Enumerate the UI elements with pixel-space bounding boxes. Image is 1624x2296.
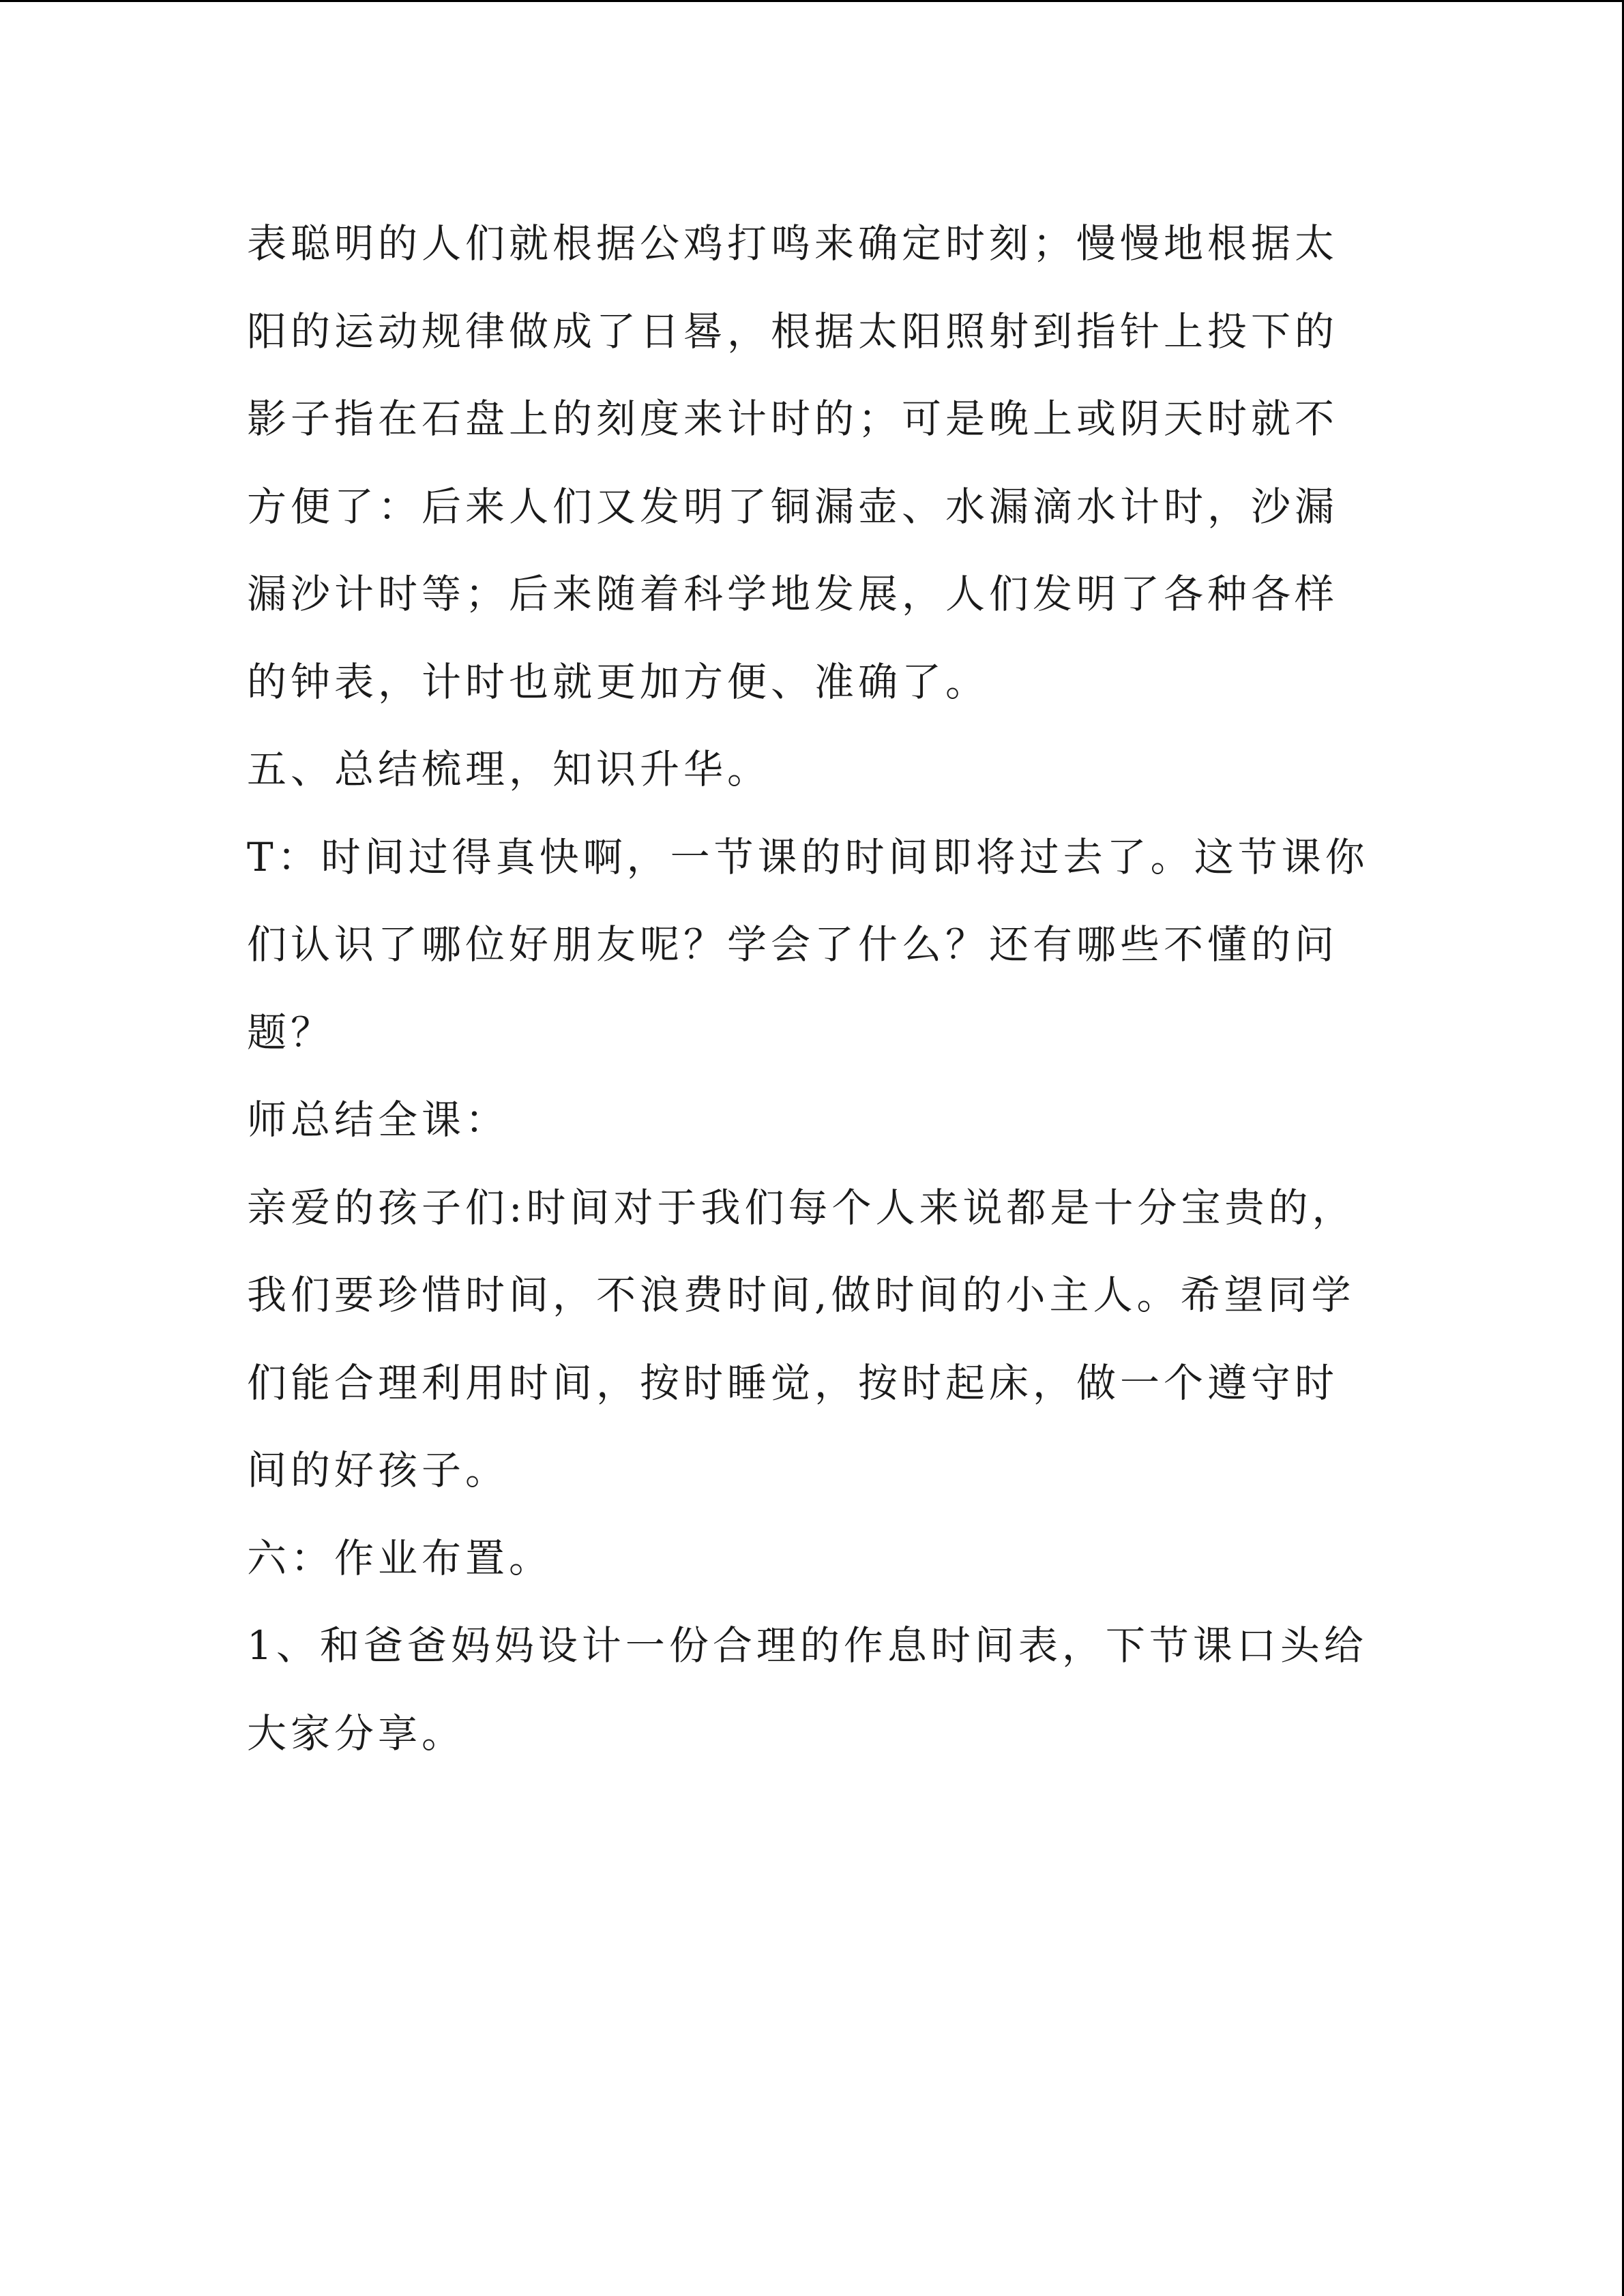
section-heading-summary: 五、总结梳理，知识升华。: [247, 746, 771, 792]
paragraph-line: 们认识了哪位好朋友呢？学会了什么？还有哪些不懂的问: [247, 921, 1339, 968]
paragraph-line: 方便了：后来人们又发明了铜漏壶、水漏滴水计时，沙漏: [247, 483, 1339, 530]
document-body: [247, 200, 1372, 1777]
paragraph-line: 漏沙计时等；后来随着科学地发展，人们发明了各种各样: [247, 571, 1339, 617]
paragraph-line: 题？: [247, 1009, 335, 1056]
list-item-continuation: 大家分享。: [247, 1710, 466, 1757]
paragraph-line: 间的好孩子。: [247, 1447, 510, 1493]
paragraph-line: 表聪明的人们就根据公鸡打鸣来确定时刻；慢慢地根据太: [247, 220, 1339, 267]
paragraph-line: 的钟表，计时也就更加方便、准确了。: [247, 658, 990, 705]
paragraph-line: 阳的运动规律做成了日晷，根据太阳照射到指针上投下的: [247, 308, 1339, 355]
paragraph-line: 们能合理利用时间，按时睡觉，按时起床，做一个遵守时: [247, 1359, 1339, 1406]
paragraph-line: 影子指在石盘上的刻度来计时的；可是晚上或阴天时就不: [247, 396, 1339, 442]
list-item: 1、和爸爸妈妈设计一份合理的作息时间表，下节课口头给: [247, 1622, 1368, 1669]
paragraph-line: 亲爱的孩子们:时间对于我们每个人来说都是十分宝贵的，: [247, 1184, 1356, 1231]
paragraph-line: 我们要珍惜时间，不浪费时间,做时间的小主人。希望同学: [247, 1272, 1355, 1318]
paragraph-line: 师总结全课：: [247, 1097, 510, 1143]
section-heading-homework: 六：作业布置。: [247, 1534, 553, 1581]
paragraph-line: T：时间过得真快啊，一节课的时间即将过去了。这节课你: [247, 833, 1369, 880]
